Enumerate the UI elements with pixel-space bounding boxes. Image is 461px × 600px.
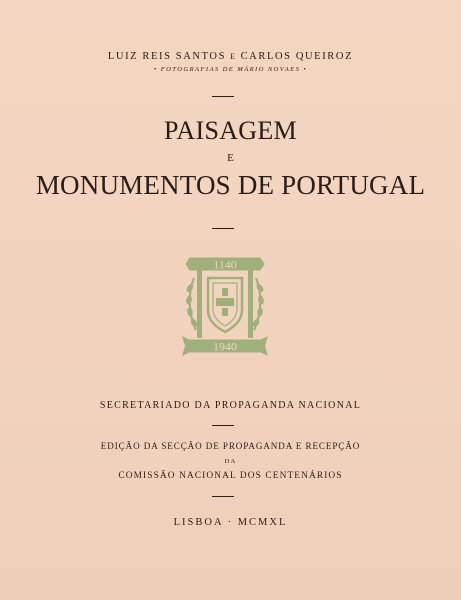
authors-line: [0, 51, 461, 62]
edition-line: EDIÇÃO DA SECÇÃO DE PROPAGANDA E RECEPÇÃO: [100, 441, 361, 451]
author-1: LUIZ REIS SANTOS: [107, 51, 227, 62]
title-line-2: MONUMENTOS DE PORTUGAL: [35, 170, 426, 200]
secretariat-line: SECRETARIADO DA PROPAGANDA NACIONAL: [99, 400, 362, 411]
emblem-year-bottom: 1940: [213, 339, 237, 354]
commission-line: COMISSÃO NACIONAL DOS CENTENÁRIOS: [118, 471, 343, 481]
da-line: DA: [224, 458, 237, 465]
title-line-1: PAISAGEM: [164, 116, 297, 145]
divider-rule: [212, 228, 234, 229]
divider-rule: [212, 96, 234, 97]
title-conjunction: E: [227, 152, 234, 164]
author-separator: E: [230, 52, 237, 61]
author-2: CARLOS QUEIROZ: [240, 51, 354, 62]
photographer-credit: • FOTOGRAFIAS DE MÁRIO NOVAES •: [153, 66, 308, 73]
divider-rule: [212, 496, 234, 497]
emblem-year-top: 1140: [213, 257, 237, 272]
centenary-emblem-icon: [180, 248, 270, 360]
divider-rule: [212, 425, 234, 426]
imprint-line: LISBOA · MCMXL: [173, 517, 288, 528]
